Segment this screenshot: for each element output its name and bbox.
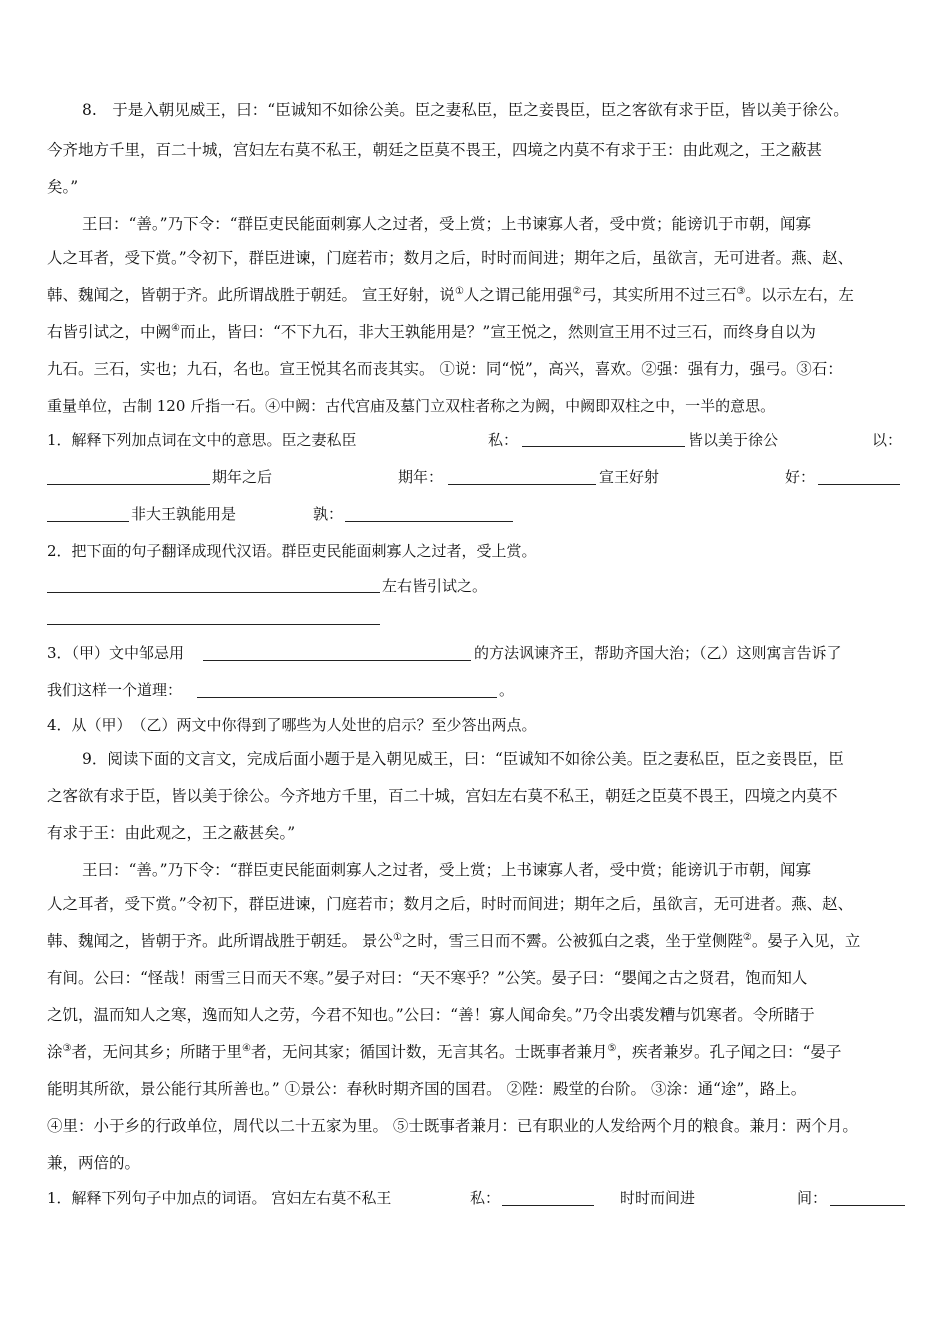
q9-passage-line [47,1042,841,1062]
text-run: 涂 [47,1043,63,1061]
text-run: 人之谓己能用强 [463,286,573,304]
q9-passage-line [47,931,860,951]
text-run: 韩、魏闻之，皆朝于齐。此所谓战胜于朝廷。 景公 [47,932,393,950]
text-run: 者，无问其家；循国计数，无言其名。士既事者兼月 [250,1043,608,1061]
q8-q2-second-sentence: 左右皆引试之。 [382,577,488,595]
q8-q1-yi-phrase: 皆以美于徐公 [688,431,779,449]
q8-q2-prompt: 2．把下面的句子翻译成现代汉语。群臣吏民能面刺寡人之过者，受上赏。 [47,542,537,560]
q8-passage-line [47,285,854,305]
q8-q1-si-answer-blank[interactable] [522,432,685,447]
footnote-mark: ② [572,285,582,297]
footnote-mark: ① [392,931,402,943]
q9-passage-line: 之客欲有求于臣，皆以美于徐公。今齐地方千里，百二十城，宫妇左右莫不私王，朝廷之臣莫不畏王，四境之内莫不 [47,787,838,805]
footnote-mark: ① [454,285,464,297]
q9-passage-line: 之饥，温而知人之寒，逸而知人之劳，今君不知也。”公曰：“善！寡人闻命矣。”乃令出裘发糟与饥寒者。令所睹于 [47,1006,815,1024]
q9-passage-line: ④里：小于乡的行政单位，周代以二十五家为里。 ⑤士既事者兼月：已有职业的人发给两个月的粮食。兼月：两个月。 [47,1117,858,1135]
q8-q3-lesson-blank[interactable] [197,683,497,698]
q8-q1-hao-phrase: 宣王好射 [599,468,660,486]
q9-q1-prompt: 1．解释下列句子中加点的词语。 宫妇左右莫不私王 [47,1189,392,1207]
footnote-mark: ④ [171,322,180,334]
q8-q3-prompt-part-2: 的方法讽谏齐王，帮助齐国大治；（乙）这则寓言告诉了 [474,644,842,662]
q8-q1-shu-phrase: 非大王孰能用是 [131,505,237,523]
q8-q2-answer-line-2[interactable] [47,624,380,625]
q8-q1-hao-label: 好： [785,468,816,486]
q9-passage-line: 兼，两倍的。 [47,1154,141,1172]
text-run: 韩、魏闻之，皆朝于齐。此所谓战胜于朝廷。 宣王好射，说 [47,286,455,304]
q8-passage-line: 人之耳者，受下赏。”令初下，群臣进谏，门庭若市；数月之后，时时而间进；期年之后，虽欲言，无可进者。燕、赵、 [47,249,854,267]
text-run: 右皆引试之，中阙 [47,323,172,341]
text-run: 。晏子入见，立 [751,932,861,950]
footnote-mark: ④ [242,1042,251,1054]
q8-q1-si-label: 私： [488,431,519,449]
q8-q4-prompt: 4．从（甲） （乙）两文中你得到了哪些为人处世的启示？至少答出两点。 [47,716,537,734]
text-run: 而止，皆曰：“不下九石，非大王孰能用是？”宣王悦之，然则宣王用不过三石，而终身自以为 [179,323,816,341]
q8-q1-hao-answer-blank-cont[interactable] [47,507,129,522]
text-run: 之时，雪三日而不霽。公被狐白之裘，坐于堂侧陛 [401,932,743,950]
q8-passage-line [47,322,816,342]
q8-q2-answer-blank-1[interactable] [47,578,380,593]
q8-passage-line: 矣。” [47,178,79,196]
q8-q1-qinian-phrase: 期年之后 [212,468,273,486]
footnote-mark: ⑤ [607,1042,617,1054]
q8-q1-qinian-answer-blank[interactable] [448,470,596,485]
footnote-mark: ② [742,931,752,943]
q8-q3-prompt-part-1: 3．（甲）文中邹忌用 [47,644,185,662]
q8-q1-prompt: 1．解释下列加点词在文中的意思。臣之妻私臣 [47,431,357,449]
q9-passage-line: 9．阅读下面的文言文，完成后面小题于是入朝见威王，曰：“臣诚知不如徐公美。臣之妻私臣，臣之妾畏臣，臣 [82,750,844,768]
text-run: 弓，其实所用不过三石 [581,286,737,304]
q8-q1-yi-answer-blank[interactable] [47,470,210,485]
text-run: 者，无问其乡；所睹于里 [71,1043,242,1061]
q8-q1-shu-answer-blank[interactable] [345,507,513,522]
q8-q1-shu-label: 孰： [313,505,344,523]
text-run: 。以示左右，左 [745,286,854,304]
q9-passage-line: 有间。公曰：“怪哉！雨雪三日而天不寒。”晏子对曰：“天不寒乎？”公笑。晏子曰：“嬰闻之古之贤君，饱而知人 [47,969,808,987]
q9-passage-line: 王曰：“善。”乃下令：“群臣吏民能面刺寡人之过者，受上赏；上书谏寡人者，受中赏；能谤讥于市朝，闻寡 [82,861,812,879]
q8-q1-yi-label: 以： [872,431,903,449]
q9-q1-jian-phrase: 时时而间进 [620,1189,696,1207]
q9-q1-si-label: 私： [470,1189,501,1207]
q9-q1-jian-answer-blank[interactable] [830,1191,905,1206]
text-run: ，疾者兼岁。孔子闻之曰：“晏子 [616,1043,842,1061]
footnote-mark: ③ [62,1042,72,1054]
q9-q1-jian-label: 间： [797,1189,828,1207]
q8-q1-qinian-label: 期年： [398,468,444,486]
q8-q1-hao-answer-blank[interactable] [818,470,900,485]
q8-passage-line: 8. 于是入朝见威王，曰：“臣诚知不如徐公美。臣之妻私臣，臣之妾畏臣，臣之客欲有求于臣，皆以美于徐公。 [82,101,849,119]
q8-q3-prompt-part-3: 我们这样一个道理： [47,681,183,699]
q9-passage-line: 有求于王：由此观之，王之蔽甚矣。” [47,824,296,842]
q8-passage-line: 王曰：“善。”乃下令：“群臣吏民能面刺寡人之过者，受上赏；上书谏寡人者，受中赏；能谤讥于市朝，闻寡 [82,215,812,233]
footnote-mark: ③ [736,285,746,297]
q8-passage-line: 今齐地方千里，百二十城，宫妇左右莫不私王，朝廷之臣莫不畏王，四境之内莫不有求于王：由此观之，王之蔽甚 [47,141,823,159]
q8-passage-line: 九石。三石，实也；九石，名也。宣王悦其名而丧其实。 ①说：同“悦”，高兴，喜欢。②强：强有力，强弓。③石： [47,360,843,378]
q8-passage-line: 重量单位，古制 120 斤指一石。④中阙：古代宫庙及墓门立双柱者称之为阙，中阙即双柱之中，一半的意思。 [47,397,776,415]
q9-q1-si-answer-blank[interactable] [502,1191,594,1206]
q8-q3-method-blank[interactable] [203,646,471,661]
q9-passage-line: 人之耳者，受下赏。”令初下，群臣进谏，门庭若市；数月之后，时时而间进；期年之后，虽欲言，无可进者。燕、赵、 [47,895,854,913]
q9-passage-line: 能明其所欲，景公能行其所善也。” ①景公：春秋时期齐国的国君。 ②陛：殿堂的台阶。 ③涂：通“途”，路上。 [47,1080,807,1098]
q8-q3-end: 。 [499,681,515,699]
